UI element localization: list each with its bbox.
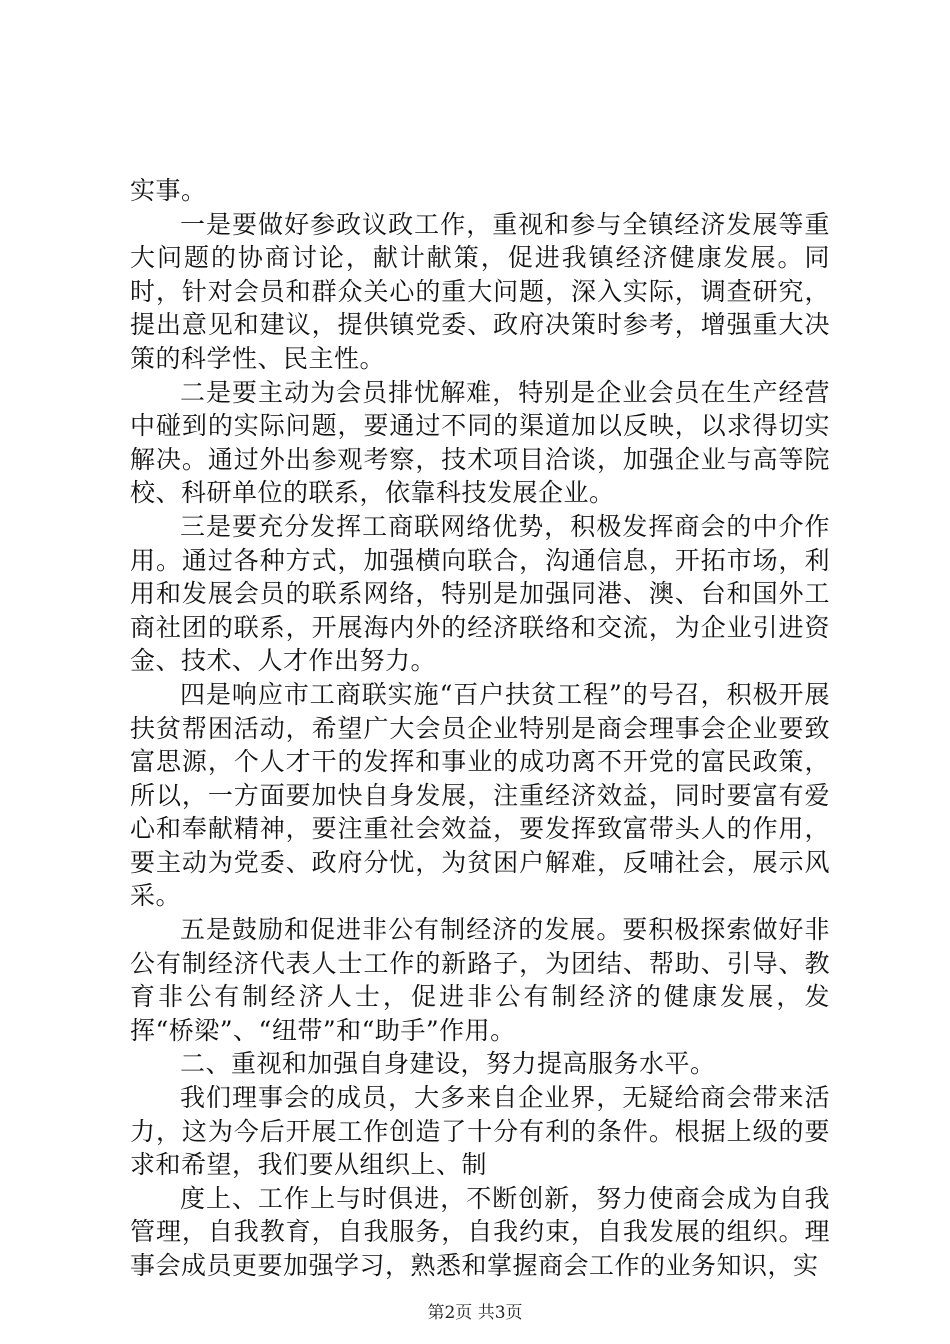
paragraph-7: 我们理事会的成员，大多来自企业界，无疑给商会带来活力，这为今后开展工作创造了十分有利的条件。根据上级的要求和希望，我们要从组织上、制 (130, 1083, 830, 1180)
paragraph-4: 四是响应市工商联实施“百户扶贫工程”的号召，积极开展扶贫帮困活动，希望广大会员企业特别是商会理事会企业要致富思源，个人才干的发挥和事业的成功离不开党的富民政策，所以，一方面要加快自身发展，注重经济效益，同时要富有爱心和奉献精神，要注重社会效益，要发挥致富带头人的作用，要主动为党委、政府分忧，为贫困户解难，反哺社会，展示风采。 (130, 679, 830, 911)
page-number-footer: 第2页 共3页 (427, 1303, 523, 1323)
paragraph-0: 实事。 (130, 176, 207, 205)
paragraph-8: 度上、工作上与时俱进，不断创新，努力使商会成为自我管理，自我教育，自我服务，自我约束，自我发展的组织。理事会成员更要加强学习，熟悉和掌握商会工作的业务知识，实 (130, 1183, 830, 1280)
paragraph-1: 一是要做好参政议政工作，重视和参与全镇经济发展等重大问题的协商讨论，献计献策，促进我镇经济健康发展。同时，针对会员和群众关心的重大问题，深入实际，调查研究，提出意见和建议，提供镇党委、政府决策时参考，增强重大决策的科学性、民主性。 (130, 209, 830, 373)
paragraph-2: 二是要主动为会员排忧解难，特别是企业会员在生产经营中碰到的实际问题，要通过不同的渠道加以反映，以求得切实解决。通过外出参观考察，技术项目洽谈，加强企业与高等院校、科研单位的联系，依靠科技发展企业。 (130, 377, 830, 508)
section-heading: 二、重视和加强自身建设，努力提高服务水平。 (180, 1049, 716, 1079)
document-body (130, 174, 830, 1283)
paragraph-5: 五是鼓励和促进非公有制经济的发展。要积极探索做好非公有制经济代表人士工作的新路子，为团结、帮助、引导、教育非公有制经济人士，促进非公有制经济的健康发展，发挥“桥梁”、“纽带”和“助手”作用。 (130, 915, 830, 1045)
paragraph-3: 三是要充分发挥工商联网络优势，积极发挥商会的中介作用。通过各种方式，加强横向联合，沟通信息，开拓市场，利用和发展会员的联系网络，特别是加强同港、澳、台和国外工商社团的联系，开展海内外的经济联络和交流，为企业引进资金、技术、人才作出努力。 (130, 511, 830, 676)
